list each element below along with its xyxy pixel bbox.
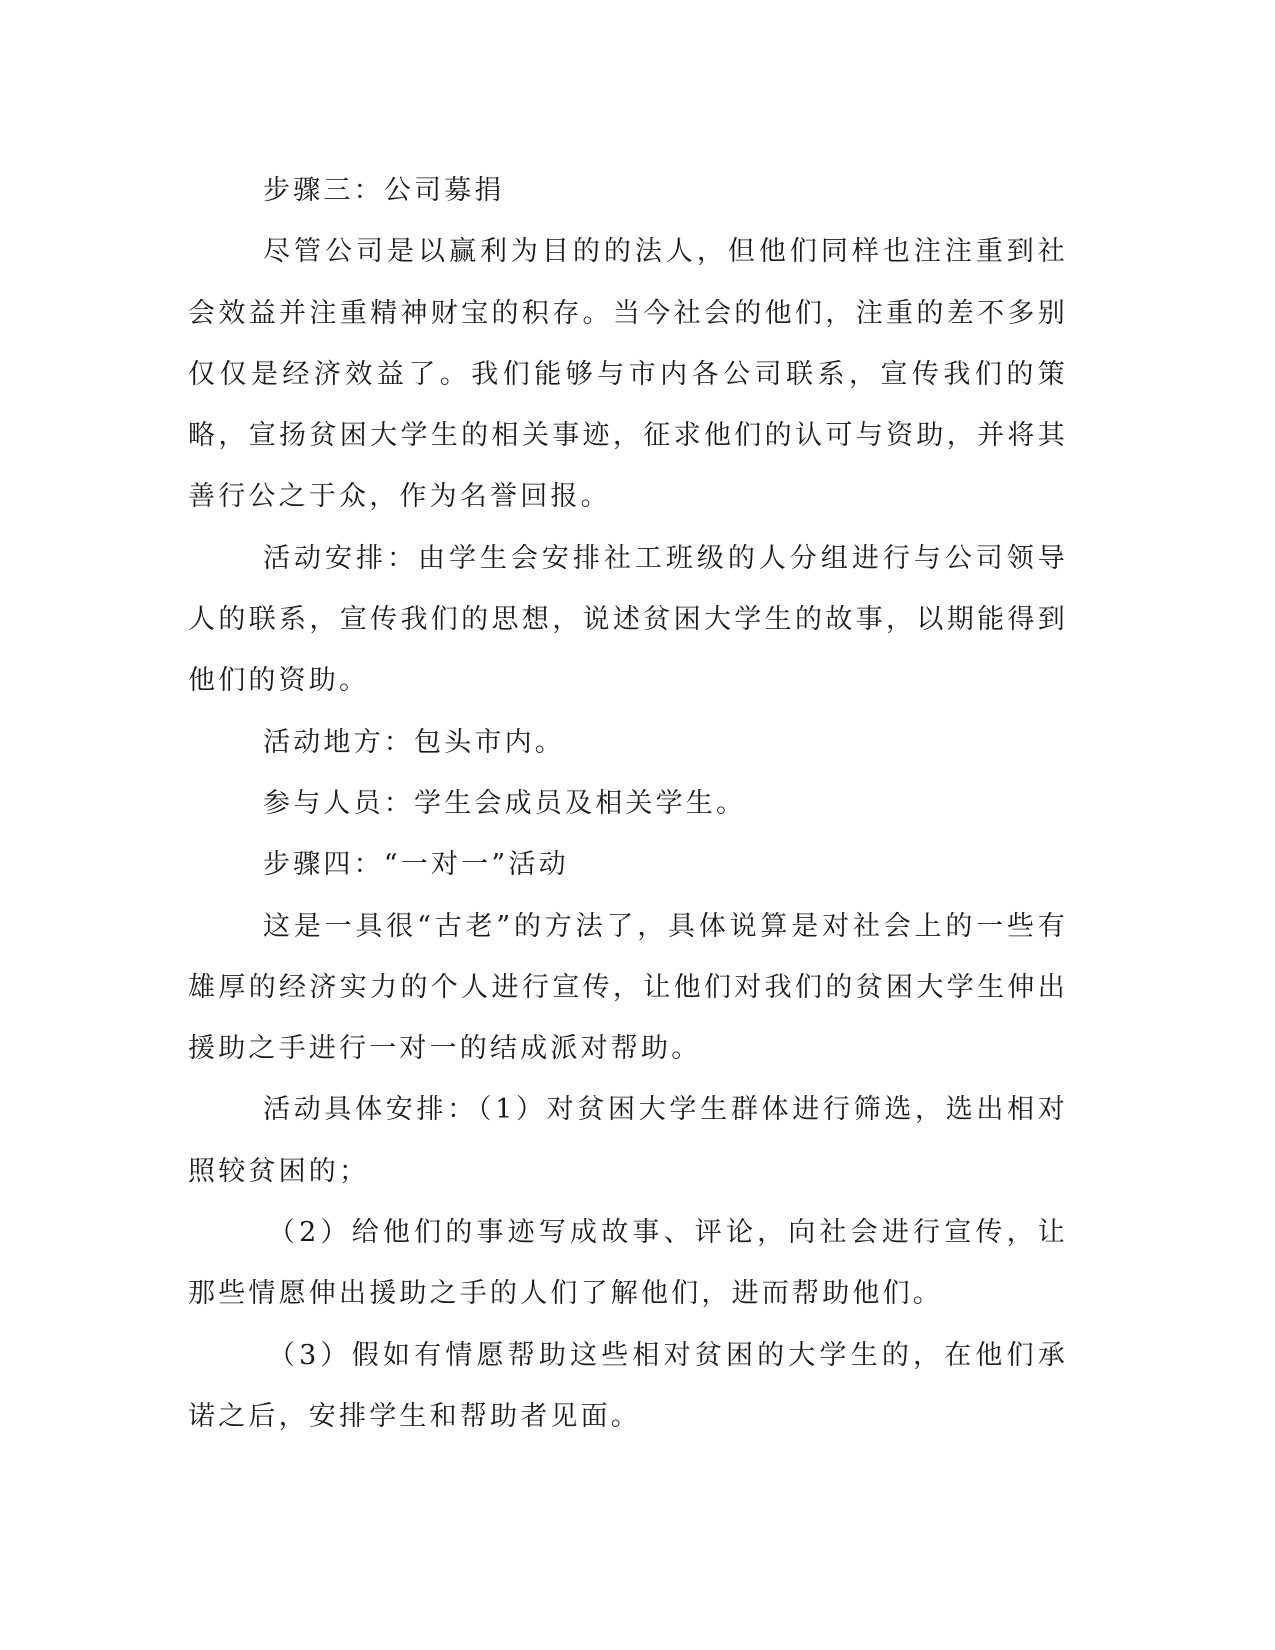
step3-location: 活动地方：包头市内。 xyxy=(263,726,565,758)
document-body xyxy=(188,160,1068,1447)
step4-arrangement-3: （3）假如有情愿帮助这些相对贫困的大学生的，在他们承诺之后，安排学生和帮助者见面。 xyxy=(188,1339,1068,1432)
step3-arrangement: 活动安排：由学生会安排社工班级的人分组进行与公司领导人的联系，宣传我们的思想，说述贫困大学生的故事，以期能得到他们的资助。 xyxy=(188,542,1068,697)
step3-participants: 参与人员：学生会成员及相关学生。 xyxy=(263,787,747,819)
step3-heading: 步骤三：公司募捐 xyxy=(263,175,505,206)
step3-body: 尽管公司是以赢利为目的的法人，但他们同样也注注重到社会效益并注重精神财宝的积存。当今社会的他们，注重的差不多别仅仅是经济效益了。我们能够与市内各公司联系，宣传我们的策略，宣扬贫困大学生的相关事迹，征求他们的认可与资助，并将其善行公之于众，作为名誉回报。 xyxy=(188,236,1068,513)
step4-heading: 步骤四：“一对一”活动 xyxy=(263,849,569,881)
step4-arrangement-1: 活动具体安排：（1）对贫困大学生群体进行筛选，选出相对照较贫困的； xyxy=(188,1094,1068,1187)
step4-body: 这是一具很“古老”的方法了，具体说算是对社会上的一些有雄厚的经济实力的个人进行宣传，让他们对我们的贫困大学生伸出援助之手进行一对一的结成派对帮助。 xyxy=(188,910,1068,1065)
step4-arrangement-2: （2）给他们的事迹写成故事、评论，向社会进行宣传，让那些情愿伸出援助之手的人们了解他们，进而帮助他们。 xyxy=(188,1217,1068,1310)
